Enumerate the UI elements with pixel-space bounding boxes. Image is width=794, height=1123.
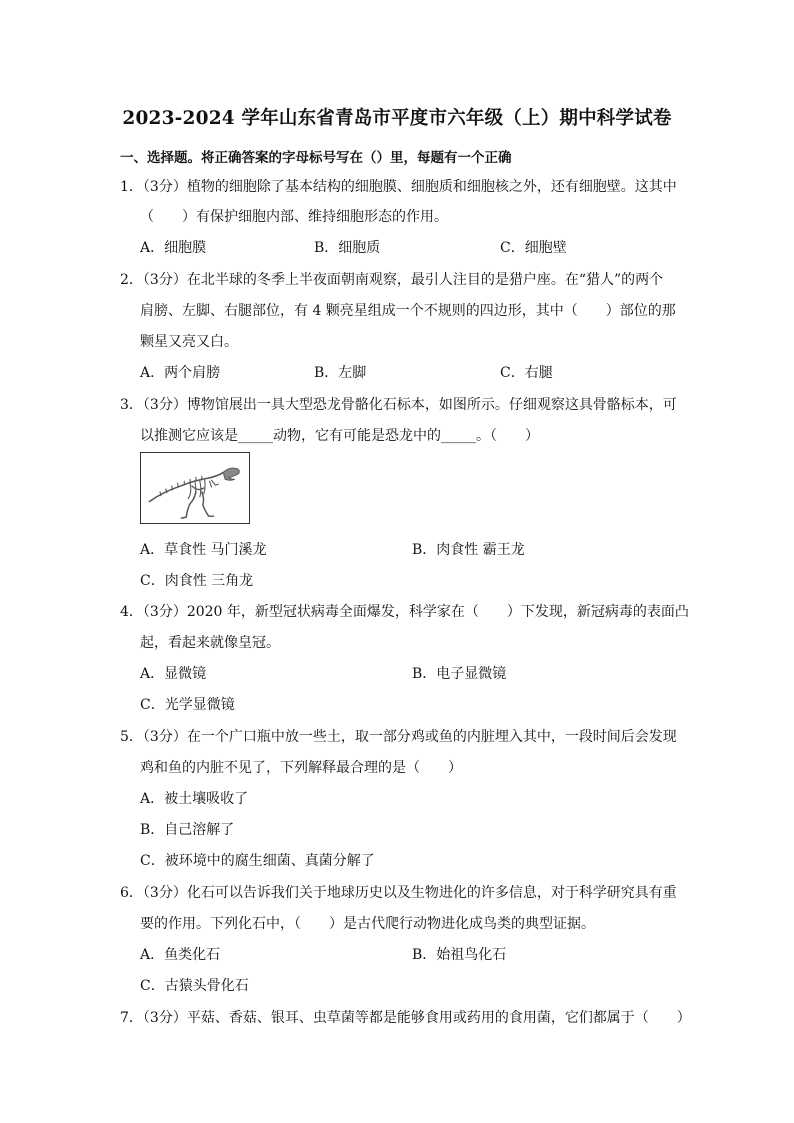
dinosaur-skeleton-figure xyxy=(140,452,250,524)
q5-text-line1: 5．（3分）在一个广口瓶中放一些土，取一部分鸡或鱼的内脏埋入其中，一段时间后会发现 xyxy=(120,729,677,745)
q4-option-b[interactable]: B．电子显微镜 xyxy=(412,666,507,682)
q1-text-line1: 1．（3分）植物的细胞除了基本结构的细胞膜、细胞质和细胞核之外，还有细胞壁。这其中 xyxy=(120,179,677,195)
q6-text-line2: 要的作用。下列化石中，（ ）是古代爬行动物进化成鸟类的典型证据。 xyxy=(140,916,595,932)
q4-option-c[interactable]: C．光学显微镜 xyxy=(140,697,235,713)
q6-option-a[interactable]: A．鱼类化石 xyxy=(140,947,221,963)
q1-option-a[interactable]: A．细胞膜 xyxy=(140,240,207,256)
q1-text-line2: （ ）有保护细胞内部、维持细胞形态的作用。 xyxy=(140,209,448,225)
q7-text-line1: 7．（3分）平菇、香菇、银耳、虫草菌等都是能够食用或药用的食用菌，它们都属于（ ） xyxy=(120,1010,691,1026)
section-heading: 一、选择题。将正确答案的字母标号写在（）里，每题有一个正确 xyxy=(120,150,512,166)
dinosaur-skeleton-icon xyxy=(141,453,249,523)
q5-option-b[interactable]: B．自己溶解了 xyxy=(140,822,235,838)
q5-text-line2: 鸡和鱼的内脏不见了，下列解释最合理的是（ ） xyxy=(140,760,462,776)
q6-text-line1: 6．（3分）化石可以告诉我们关于地球历史以及生物进化的许多信息，对于科学研究具有重 xyxy=(120,885,677,901)
q3-text-line2: 以推测它应该是_____动物，它有可能是恐龙中的_____。（ ） xyxy=(140,428,539,444)
q3-option-a[interactable]: A．草食性 马门溪龙 xyxy=(140,542,267,558)
q1-option-b[interactable]: B．细胞质 xyxy=(314,240,381,256)
q4-text-line1: 4．（3分）2020 年，新型冠状病毒全面爆发，科学家在（ ）下发现，新冠病毒的表面凸 xyxy=(120,604,689,620)
exam-title: 2023-2024 学年山东省青岛市平度市六年级（上）期中科学试卷 xyxy=(122,108,672,129)
q5-option-a[interactable]: A．被土壤吸收了 xyxy=(140,791,249,807)
q6-option-c[interactable]: C．古猿头骨化石 xyxy=(140,978,249,994)
q2-text-line3: 颗星又亮又白。 xyxy=(140,334,238,350)
q1-option-c[interactable]: C．细胞壁 xyxy=(500,240,567,256)
q2-option-a[interactable]: A．两个肩膀 xyxy=(140,365,221,381)
q2-text-line1: 2．（3分）在北半球的冬季上半夜面朝南观察，最引人注目的是猎户座。在“猎人”的两个 xyxy=(120,272,664,288)
q4-text-line2: 起，看起来就像皇冠。 xyxy=(140,635,280,651)
q2-option-c[interactable]: C．右腿 xyxy=(500,365,553,381)
q3-option-c[interactable]: C．肉食性 三角龙 xyxy=(140,573,254,589)
q3-option-b[interactable]: B．肉食性 霸王龙 xyxy=(412,542,525,558)
q3-text-line1: 3．（3分）博物馆展出一具大型恐龙骨骼化石标本，如图所示。仔细观察这具骨骼标本，可 xyxy=(120,397,677,413)
q2-option-b[interactable]: B．左脚 xyxy=(314,365,367,381)
q4-option-a[interactable]: A．显微镜 xyxy=(140,666,207,682)
q6-option-b[interactable]: B．始祖鸟化石 xyxy=(412,947,507,963)
q5-option-c[interactable]: C．被环境中的腐生细菌、真菌分解了 xyxy=(140,853,375,869)
q2-text-line2: 肩膀、左脚、右腿部位，有 4 颗亮星组成一个不规则的四边形，其中（ ）部位的那 xyxy=(140,303,676,319)
